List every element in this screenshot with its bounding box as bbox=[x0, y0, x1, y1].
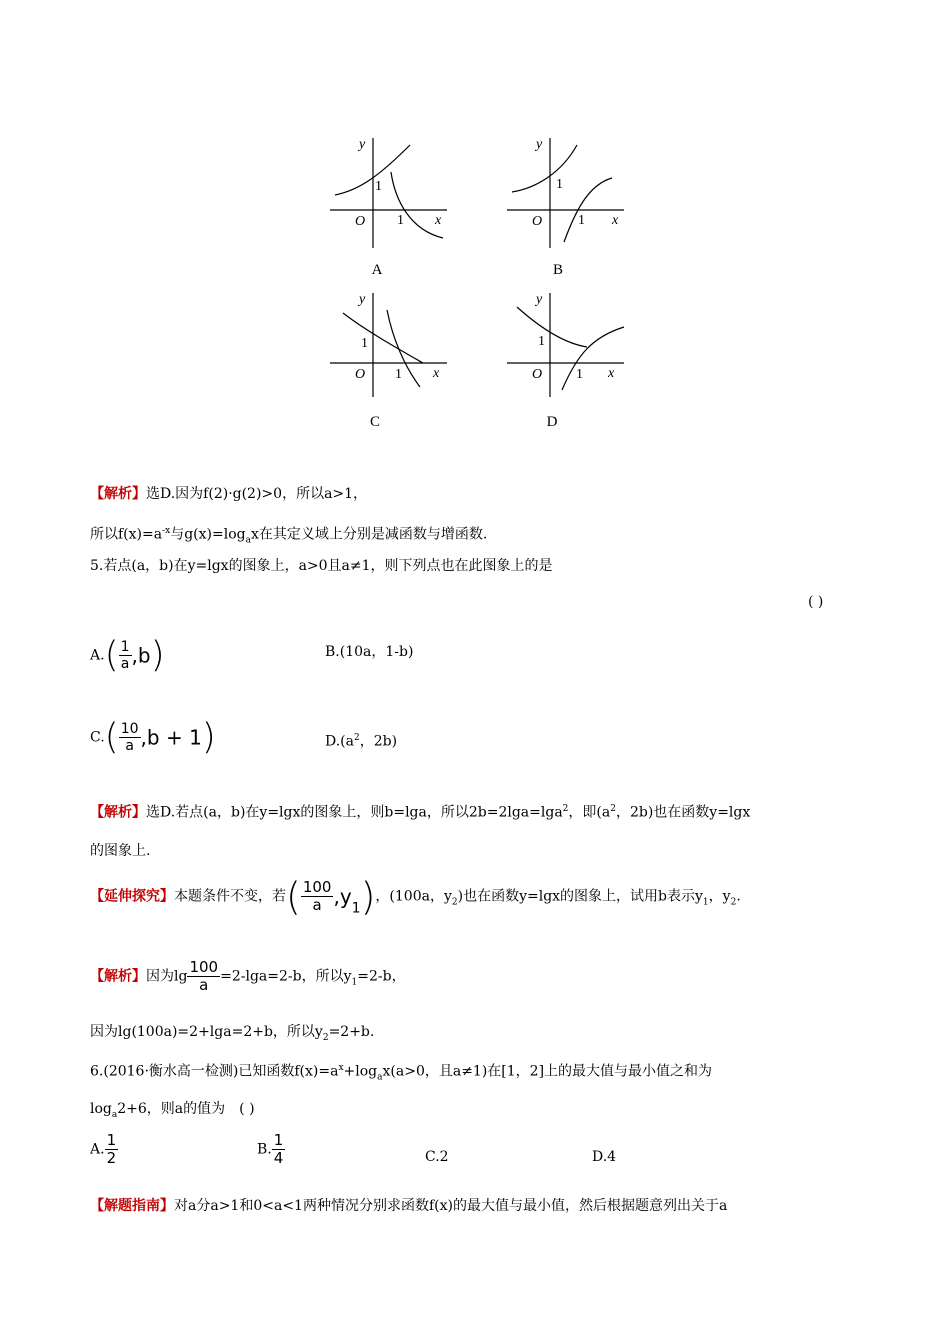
y-one-label: 1 bbox=[538, 334, 545, 349]
q6-option-c: C.2 bbox=[425, 1149, 449, 1165]
solution-1-line-2 bbox=[90, 522, 487, 549]
graph-d bbox=[502, 285, 632, 405]
superscript: 2 bbox=[353, 733, 360, 743]
fraction bbox=[119, 640, 132, 671]
text: 因为lg bbox=[146, 968, 188, 985]
left-paren: ( bbox=[104, 716, 119, 758]
x-axis-label: x bbox=[612, 213, 619, 228]
guide-tag: 【解题指南】 bbox=[90, 1198, 174, 1214]
text: x在其定义域上分别是减函数与增函数. bbox=[250, 526, 488, 543]
numerator: 1 bbox=[120, 639, 130, 655]
x-axis-label: x bbox=[433, 366, 440, 381]
x-axis-label: x bbox=[435, 213, 442, 228]
text: =2-lga=2-b，所以y bbox=[220, 968, 352, 985]
option-d bbox=[325, 729, 397, 751]
numerator: 1 bbox=[273, 1131, 284, 1149]
solution-2-line-2: 的图象上. bbox=[90, 843, 151, 859]
left-paren: ( bbox=[104, 634, 119, 676]
superscript: x bbox=[338, 1063, 344, 1073]
origin-label: O bbox=[355, 367, 366, 382]
text: D.(a bbox=[325, 733, 354, 750]
origin-label: O bbox=[355, 214, 366, 229]
x-one-label: 1 bbox=[395, 367, 402, 382]
solution-2-line-1 bbox=[90, 800, 750, 822]
right-paren: ) bbox=[360, 874, 376, 919]
text: 与g(x)=log bbox=[170, 526, 246, 543]
superscript: 2 bbox=[562, 804, 569, 814]
text: ，y bbox=[708, 888, 731, 905]
y-axis-label: y bbox=[536, 137, 543, 152]
subscript: 2 bbox=[451, 897, 458, 908]
question-6-line-2 bbox=[90, 1100, 255, 1124]
option-label: A. bbox=[90, 647, 105, 664]
denominator: a bbox=[199, 976, 209, 994]
solution-text: 选D.因为f(2)·g(2)>0，所以a>1， bbox=[146, 486, 368, 502]
text: log bbox=[90, 1101, 112, 1117]
answer-paren: ( ) bbox=[808, 594, 824, 610]
denominator: a bbox=[125, 738, 134, 754]
graph-a bbox=[325, 130, 455, 255]
option-label: C. bbox=[90, 729, 105, 746]
solution-1-line-1 bbox=[90, 485, 367, 503]
solution-tag: 【解析】 bbox=[90, 804, 146, 821]
subscript: a bbox=[377, 1072, 383, 1083]
option-label: A. bbox=[90, 1141, 105, 1158]
q6-option-a bbox=[90, 1133, 118, 1166]
subscript: a bbox=[111, 1109, 118, 1120]
denominator: a bbox=[120, 656, 130, 672]
text: =2-b， bbox=[357, 968, 406, 985]
right-paren: ) bbox=[150, 634, 165, 676]
y-one-label: 1 bbox=[375, 179, 382, 194]
x-one-label: 1 bbox=[578, 213, 585, 228]
denominator: a bbox=[312, 896, 322, 914]
y-one-label: 1 bbox=[556, 177, 563, 192]
text: 因为lg(100a)=2+lga=2+b，所以y bbox=[90, 1024, 323, 1040]
text: )也在函数y=lgx的图象上，试用b表示y bbox=[457, 888, 703, 905]
text: 6.(2016·衡水高一检测)已知函数f(x)=a bbox=[90, 1063, 339, 1080]
text: 2+6，则a的值为 bbox=[117, 1101, 226, 1117]
text: =2+b. bbox=[328, 1024, 375, 1040]
answer-paren: ( ) bbox=[239, 1101, 255, 1117]
origin-label: O bbox=[532, 367, 543, 382]
graph-label-b: B bbox=[552, 262, 563, 278]
option-c bbox=[90, 716, 216, 758]
solution-guide bbox=[90, 1197, 727, 1215]
text: 本题条件不变，若 bbox=[174, 888, 286, 905]
y-one-label: 1 bbox=[361, 336, 368, 351]
text: +log bbox=[343, 1063, 378, 1080]
option-label: B. bbox=[257, 1141, 272, 1158]
solution-tag: 【解析】 bbox=[90, 968, 146, 985]
solution-3-line-1 bbox=[90, 960, 406, 993]
option-b: B.(10a，1-b) bbox=[325, 644, 414, 660]
text: ，(100a，y bbox=[375, 888, 452, 905]
solution-tag: 【解析】 bbox=[90, 486, 146, 502]
subscript: a bbox=[245, 535, 251, 546]
question-6-line-1 bbox=[90, 1059, 712, 1086]
graph-b bbox=[502, 130, 632, 255]
x-axis-label: x bbox=[608, 366, 615, 381]
text: 所以f(x)=a bbox=[90, 526, 163, 543]
subscript: 1 bbox=[702, 897, 709, 908]
fraction bbox=[105, 1133, 119, 1166]
x-one-label: 1 bbox=[576, 367, 583, 382]
text: ，2b)也在函数y=lgx bbox=[615, 804, 751, 821]
option-rest: ,b + 1 bbox=[140, 725, 202, 750]
option-rest: ,b bbox=[131, 643, 151, 668]
text: 选D.若点(a，b)在y=lgx的图象上，则b=lga，所以2b=2lga=lga bbox=[146, 804, 563, 821]
fraction bbox=[301, 880, 334, 913]
guide-text: 对a分a>1和0<a<1两种情况分别求函数f(x)的最大值与最小值，然后根据题意列出关于a bbox=[174, 1198, 728, 1214]
superscript: -x bbox=[162, 526, 171, 536]
fraction bbox=[272, 1133, 286, 1166]
option-a bbox=[90, 634, 165, 676]
numerator: 100 bbox=[189, 958, 219, 976]
graph-label-d: D bbox=[546, 414, 558, 430]
text: ，2b) bbox=[359, 733, 398, 750]
subscript: 1 bbox=[351, 977, 358, 988]
subscript: 1 bbox=[351, 900, 361, 917]
question-5-stem: 5.若点(a，b)在y=lgx的图象上，a>0且a≠1，则下列点也在此图象上的是 bbox=[90, 558, 553, 574]
left-paren: ( bbox=[286, 874, 301, 919]
numerator: 100 bbox=[302, 878, 332, 896]
denominator: 2 bbox=[106, 1149, 117, 1167]
subscript: 2 bbox=[730, 897, 737, 908]
y-axis-label: y bbox=[359, 292, 366, 307]
graph-label-c: C bbox=[369, 414, 380, 430]
text: x(a>0，且a≠1)在[1，2]上的最大值与最小值之和为 bbox=[382, 1063, 713, 1080]
solution-3-line-2 bbox=[90, 1023, 374, 1047]
numerator: 10 bbox=[120, 721, 139, 737]
text: . bbox=[736, 888, 741, 905]
y1-text: ,y bbox=[333, 884, 352, 909]
x-one-label: 1 bbox=[397, 213, 404, 228]
graph-label-a: A bbox=[371, 262, 383, 278]
text: ，即(a bbox=[568, 804, 611, 821]
numerator: 1 bbox=[106, 1131, 117, 1149]
right-paren: ) bbox=[201, 716, 216, 758]
fraction bbox=[187, 960, 220, 993]
subscript: 2 bbox=[322, 1032, 329, 1043]
extension-tag: 【延伸探究】 bbox=[90, 888, 174, 905]
y-axis-label: y bbox=[536, 292, 543, 307]
origin-label: O bbox=[532, 214, 543, 229]
extension-question bbox=[90, 874, 741, 919]
q6-option-b bbox=[257, 1133, 285, 1166]
y-axis-label: y bbox=[359, 137, 366, 152]
graph-c bbox=[325, 285, 455, 405]
fraction bbox=[119, 722, 141, 753]
superscript: 2 bbox=[610, 804, 616, 814]
q6-option-d: D.4 bbox=[592, 1149, 617, 1165]
denominator: 4 bbox=[273, 1149, 284, 1167]
